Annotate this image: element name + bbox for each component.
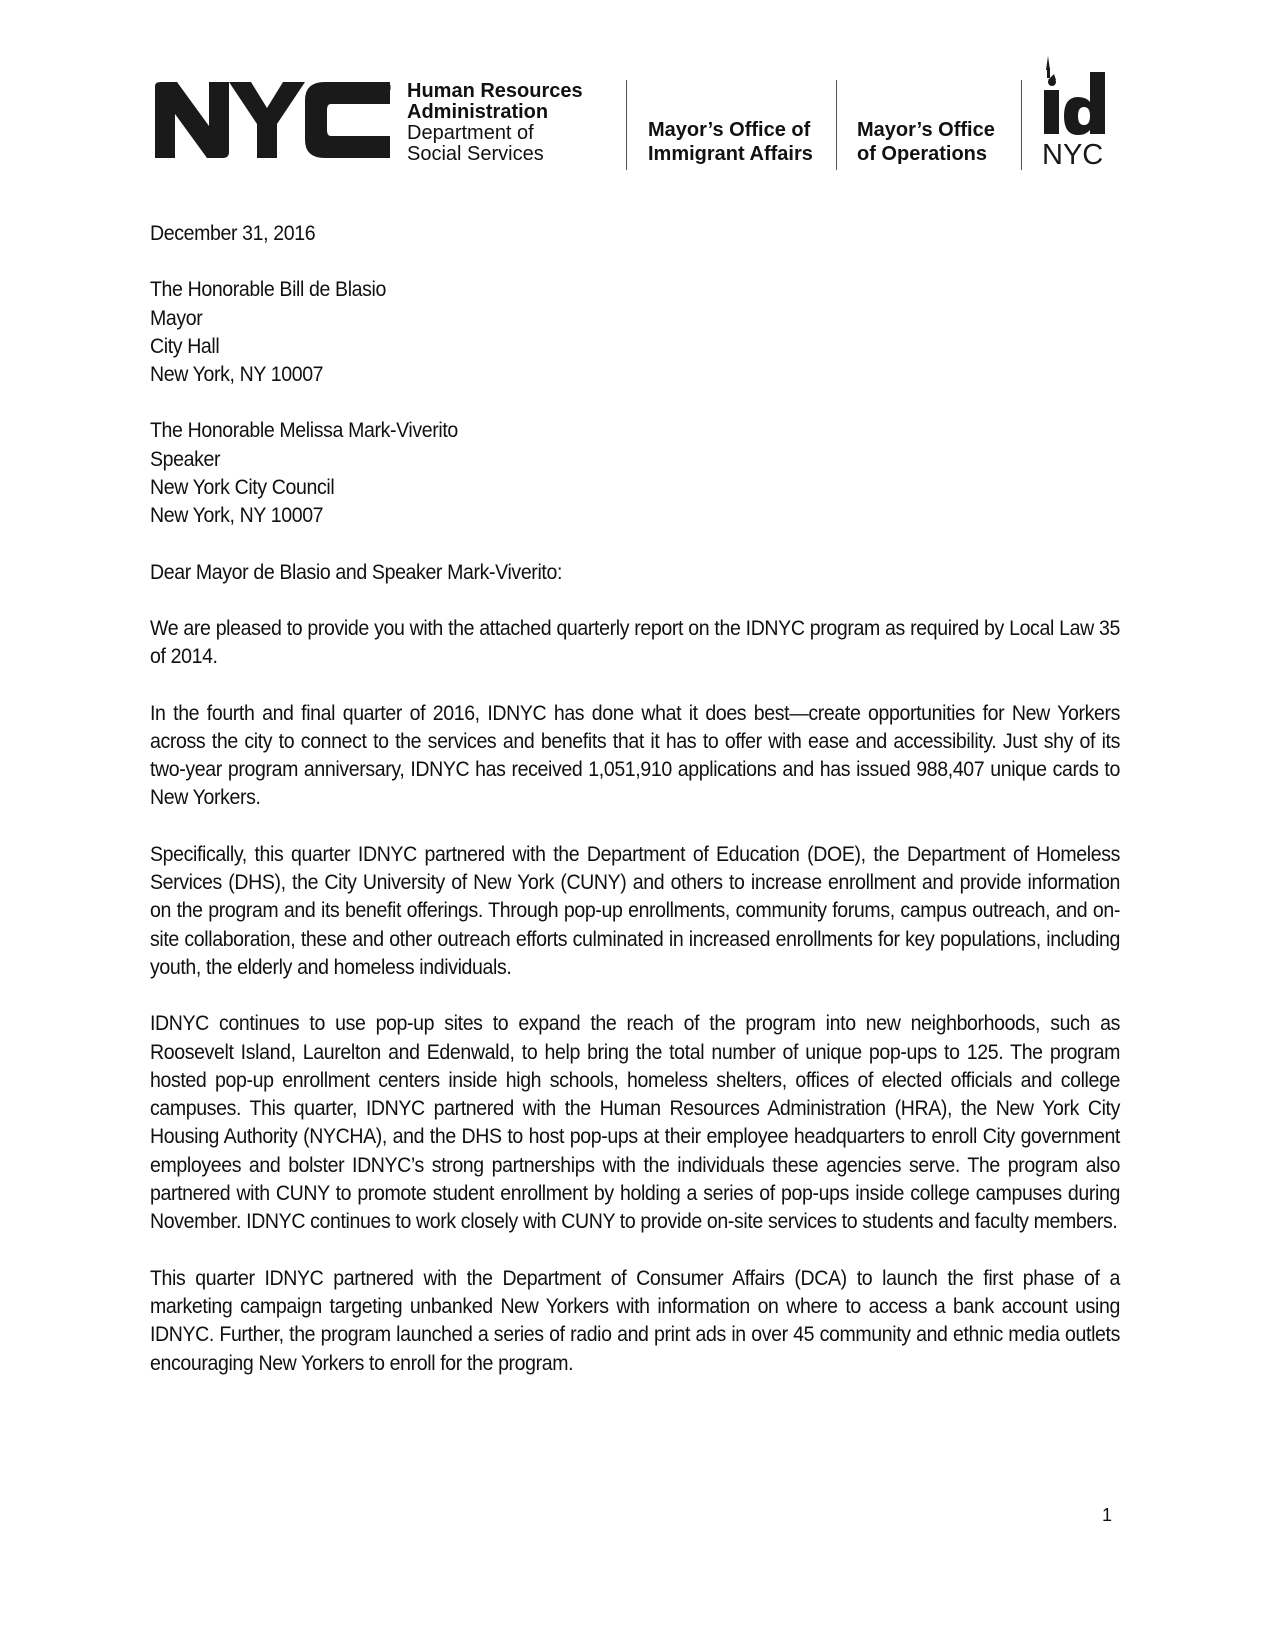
hra-line-3: Department of	[407, 122, 534, 144]
moo-line-1: Mayor’s Office	[857, 119, 995, 141]
hra-department-block	[407, 81, 583, 165]
hra-line-4: Social Services	[407, 143, 544, 165]
nyc-logo	[155, 82, 390, 158]
recipient-org: City Hall	[150, 334, 220, 358]
body-paragraph: This quarter IDNYC partnered with the Department of Consumer Affairs (DCA) to launch the first phase of a marketing campaign targeting unbanked New Yorkers with information on where to access a bank account using IDNYC. Further, the program launched a series of radio and print ads in over 45 community and ethnic media outlets encouraging New Yorkers to enroll for the program.	[150, 1266, 1120, 1375]
recipient-address: New York, NY 10007	[150, 363, 324, 387]
letterhead-divider	[836, 80, 837, 170]
letter-date: December 31, 2016	[150, 222, 316, 245]
moia-block	[648, 118, 813, 166]
page-number: 1	[1102, 1505, 1113, 1525]
hra-line-1: Human Resources	[407, 80, 583, 102]
body-paragraph: We are pleased to provide you with the attached quarterly report on the IDNYC program as required by Local Law 35 of 2014.	[150, 616, 1120, 669]
recipient-name: The Honorable Bill de Blasio	[150, 278, 387, 302]
recipient-block	[150, 417, 1120, 530]
recipient-name: The Honorable Melissa Mark-Viverito	[150, 419, 458, 443]
idnyc-logo	[1040, 52, 1110, 171]
hra-line-2: Administration	[407, 101, 549, 123]
moo-line-2: of Operations	[857, 143, 988, 165]
moo-block	[857, 118, 995, 166]
svg-text:TM: TM	[381, 85, 392, 92]
body-paragraph: IDNYC continues to use pop-up sites to expand the reach of the program into new neighborhoods, such as Roosevelt Island, Laurelton and Edenwald, to help bring the total number of unique pop-ups to 125. The program hosted pop-up enrollment centers inside high schools, homeless shelters, offices of elected officials and college campuses. This quarter, IDNYC partnered with the Human Resources Administration (HRA), the New York City Housing Authority (NYCHA), and the DHS to host pop-ups at their employee headquarters to enroll City government employees and bolster IDNYC’s strong partnerships with the individuals these agencies serve. The program also partnered with CUNY to promote student enrollment by holding a series of pop-ups inside college campuses during November. IDNYC continues to work closely with CUNY to provide on-site services to students and faculty members.	[150, 1012, 1120, 1234]
recipient-address: New York, NY 10007	[150, 504, 324, 528]
body-paragraph: In the fourth and final quarter of 2016, IDNYC has done what it does best—create opportunities for New Yorkers across the city to connect to the services and benefits that it has to offer with ease and accessibility. Just shy of its two-year program anniversary, IDNYC has received 1,051,910 applications and has issued 988,407 unique cards to New Yorkers.	[150, 701, 1120, 810]
recipient-block	[150, 276, 1120, 389]
letter-body	[150, 220, 1120, 1378]
letterhead-divider	[1021, 80, 1022, 170]
recipient-org: New York City Council	[150, 476, 335, 500]
svg-text:NYC: NYC	[1042, 139, 1104, 171]
letterhead-divider	[626, 80, 627, 170]
salutation: Dear Mayor de Blasio and Speaker Mark-Viverito:	[150, 560, 563, 584]
moia-line-2: Immigrant Affairs	[648, 143, 813, 165]
body-paragraph: Specifically, this quarter IDNYC partnered with the Department of Education (DOE), the Department of Homeless Services (DHS), the City University of New York (CUNY) and others to increase enrollment and provide information on the program and its benefit offerings. Through pop-up enrollments, community forums, campus outreach, and on-site collaboration, these and other outreach efforts culminated in increased enrollments for key populations, including youth, the elderly and homeless individuals.	[150, 842, 1120, 979]
letterhead	[0, 0, 1275, 190]
recipient-title: Speaker	[150, 447, 221, 471]
recipient-title: Mayor	[150, 306, 203, 330]
moia-line-1: Mayor’s Office of	[648, 119, 811, 141]
